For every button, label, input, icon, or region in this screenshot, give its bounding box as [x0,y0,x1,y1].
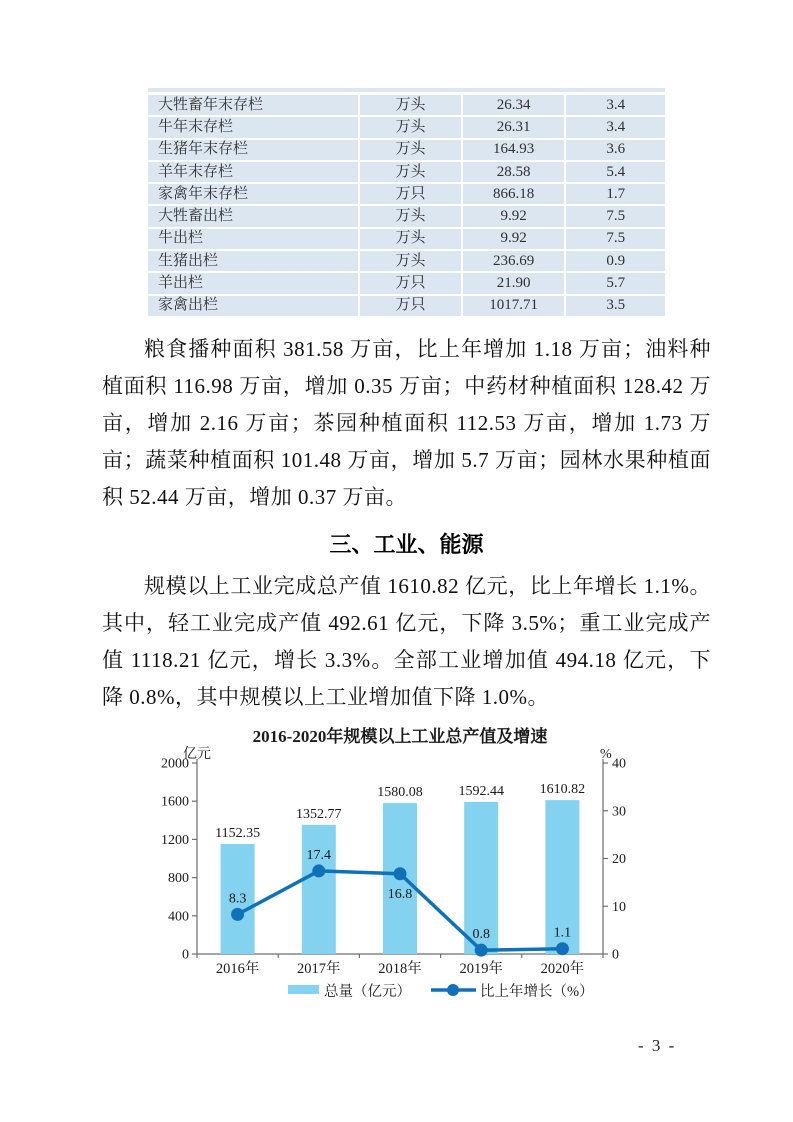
table-cell: 3.4 [566,95,665,115]
table-cell: 3.5 [566,296,665,316]
left-axis-tick-label: 800 [168,871,189,887]
table-cell: 家禽出栏 [148,296,358,316]
table-cell: 3.4 [566,117,665,137]
left-axis-tick-label: 1600 [161,794,189,810]
table-row [148,251,665,271]
table-row [148,229,665,249]
table-cell: 万只 [360,296,461,316]
table-cell: 生猪年末存栏 [148,140,358,160]
table-row [148,206,665,226]
table-cell: 0.9 [566,251,665,271]
table-cell: 26.31 [463,117,565,137]
line-value-label: 0.8 [472,927,490,943]
legend-bar-swatch [288,985,319,994]
table-cell: 万头 [360,229,461,249]
livestock-table [148,88,665,318]
table-cell: 万头 [360,162,461,182]
bar-value-label: 1352.77 [296,806,342,822]
table-cell: 5.4 [566,162,665,182]
table-cell: 1017.71 [463,296,565,316]
table-cell: 大牲畜出栏 [148,206,358,226]
growth-line-marker [475,944,488,957]
table-cell: 236.69 [463,251,565,271]
growth-line-marker [312,864,325,877]
table-cell: 164.93 [463,140,565,160]
growth-line-marker [394,867,407,880]
table-cell: 21.90 [463,273,565,293]
table-cell: 5.7 [566,273,665,293]
table-cell: 26.34 [463,95,565,115]
legend-bar-label: 总量（亿元） [324,984,411,1000]
bar-value-label: 1592.44 [458,783,504,799]
legend-line-label: 比上年增长（%） [480,984,594,1000]
industry-output-chart [148,714,658,1009]
left-axis-tick-label: 1200 [161,832,189,848]
left-axis-tick-label: 400 [168,909,189,925]
right-axis-unit: % [600,747,612,762]
table-cell: 1.7 [566,184,665,204]
table-cell: 866.18 [463,184,565,204]
table-cell: 家禽年末存栏 [148,184,358,204]
table-row [148,140,665,160]
table-cell: 3.6 [566,140,665,160]
table-body [148,95,665,316]
x-axis-category-label: 2019年 [459,961,503,977]
table-row [148,296,665,316]
line-value-label: 8.3 [228,891,247,907]
right-axis-tick-label: 10 [612,899,626,915]
right-axis-tick-label: 20 [612,852,626,867]
section-heading-industry-energy: 三、工业、能源 [329,532,484,557]
table-cell: 万头 [360,117,461,137]
table-cell: 牛年末存栏 [148,117,358,137]
table-row [148,273,665,293]
table-cell: 万头 [360,140,461,160]
table-cell: 生猪出栏 [148,251,358,271]
bar-value-label: 1610.82 [539,782,586,798]
page-number: - 3 - [638,1036,677,1055]
bar-value-label: 1152.35 [215,825,261,841]
left-axis-unit: 亿元 [183,747,211,762]
table-cell: 羊出栏 [148,273,358,293]
table-cell: 9.92 [463,229,565,249]
table-row [148,184,665,204]
growth-line-marker [231,908,244,921]
paragraph-agriculture: 粮食播种面积 381.58 万亩，比上年增加 1.18 万亩；油料种植面积 116.98 万亩，增加 0.35 万亩；中药材种植面积 128.42 万亩，增加 2.16 万亩；茶园种植面积 112.53 万亩，增加 1.73 万亩；蔬菜种植面积 101.48 万亩，增加 5.7 万亩；园林水果种植面积 52.44 万亩，增加 0.37 万亩。 [102,337,711,509]
table-cell: 万头 [360,95,461,115]
line-value-label: 17.4 [306,847,332,863]
chart-bar [302,825,336,954]
x-axis-category-label: 2016年 [215,961,260,977]
right-axis-tick-label: 30 [612,804,626,820]
x-axis-category-label: 2018年 [378,961,422,977]
table-cell: 万头 [360,206,461,226]
left-axis-tick-label: 2000 [161,756,189,772]
table-cell: 大牲畜年末存栏 [148,95,358,115]
table-cell: 7.5 [566,229,665,249]
table-cell: 万只 [360,184,461,204]
table-cell: 28.58 [463,162,565,182]
right-axis-tick-label: 40 [612,756,626,772]
line-value-label: 1.1 [553,925,572,941]
table-cell: 羊年末存栏 [148,162,358,182]
chart-svg [148,714,658,1009]
right-axis-tick-label: 0 [612,947,619,963]
x-axis-category-label: 2020年 [540,961,585,977]
bar-value-label: 1580.08 [377,785,423,801]
growth-line-marker [556,942,569,955]
table-cell: 9.92 [463,206,565,226]
legend-line-marker [447,984,459,996]
table-row [148,162,665,182]
paragraph-industry: 规模以上工业完成总产值 1610.82 亿元，比上年增长 1.1%。其中，轻工业完成产值 492.61 亿元，下降 3.5%；重工业完成产值 1118.21 亿元，增长 3.3%。全部工业增加值 494.18 亿元，下降 0.8%，其中规模以上工业增加值下降 1.0%。 [102,574,711,709]
line-value-label: 16.8 [387,886,413,902]
chart-title: 2016-2020年规模以上工业总产值及增速 [252,727,548,746]
x-axis-category-label: 2017年 [297,961,341,977]
table-cell: 7.5 [566,206,665,226]
left-axis-tick-label: 0 [182,947,189,963]
table-cell: 万头 [360,251,461,271]
table-cell: 牛出栏 [148,229,358,249]
table-row [148,95,665,115]
table-row [148,117,665,137]
table-row-partial [148,88,665,92]
table-cell: 万只 [360,273,461,293]
